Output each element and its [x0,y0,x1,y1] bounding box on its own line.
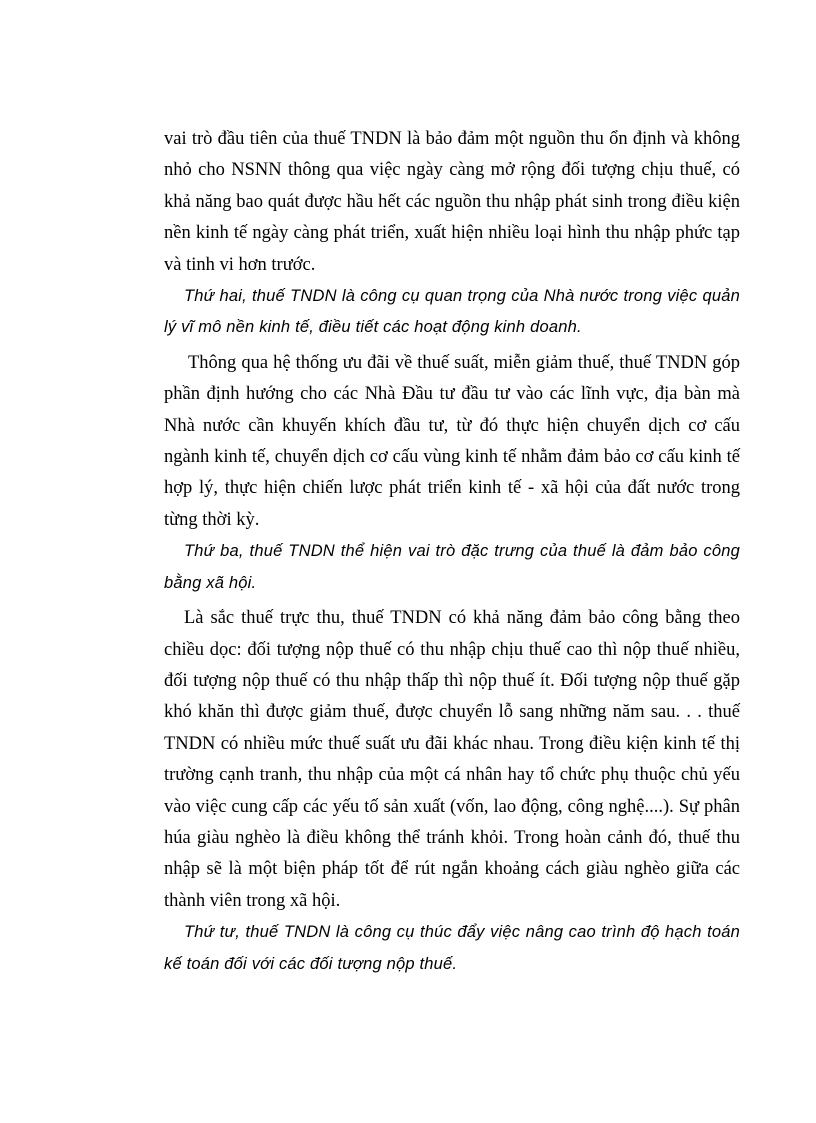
paragraph-4-heading: Thứ ba, thuế TNDN thể hiện vai trò đặc trưng của thuế là đảm bảo công bằng xã hội. [164,542,740,592]
paragraph-1: vai trò đầu tiên của thuế TNDN là bảo đảm một nguồn thu ổn định và không nhỏ cho NSNN thông qua việc ngày càng mở rộng đối tượng chịu thuế, có khả năng bao quát được hầu hết các nguồn thu nhập phát sinh trong điều kiện nền kinh tế ngày càng phát triển, xuất hiện nhiều loại hình thu nhập phức tạp và tinh vi hơn trước. [164,129,740,275]
paragraph-5: Là sắc thuế trực thu, thuế TNDN có khả năng đảm bảo công bằng theo chiều dọc: đối tượng nộp thuế có thu nhập chịu thuế cao thì nộp thuế nhiều, đối tượng nộp thuế có thu nhập thấp thì nộp thuế ít. Đối tượng nộp thuế gặp khó khăn thì được giảm thuế, được chuyển lỗ sang những năm sau. . . thuế TNDN có nhiều mức thuế suất ưu đãi khác nhau. Trong điều kiện kinh tế thị trường cạnh tranh, thu nhập của một cá nhân hay tổ chức phụ thuộc chủ yếu vào việc cung cấp các yếu tố sản xuất (vốn, lao động, công nghệ....). Sự phân húa giàu nghèo là điều không thể tránh khỏi. Trong hoàn cảnh đó, thuế thu nhập sẽ là một biện pháp tốt để rút ngắn khoảng cách giàu nghèo giữa các thành viên trong xã hội. [164,608,740,911]
paragraph-3: Thông qua hệ thống ưu đãi về thuế suất, miễn giảm thuế, thuế TNDN góp phần định hướng cho các Nhà Đầu tư đầu tư vào các lĩnh vực, địa bàn mà Nhà nước cần khuyến khích đầu tư, từ đó thực hiện chuyển dịch cơ cấu ngành kinh tế, chuyển dịch cơ cấu vùng kinh tế nhằm đảm bảo cơ cấu kinh tế hợp lý, thực hiện chiến lược phát triển kinh tế - xã hội của đất nước trong từng thời kỳ. [164,352,740,530]
paragraph-6-heading: Thứ tư, thuế TNDN là công cụ thúc đẩy việc nâng cao trình độ hạch toán kế toán đối với các đối tượng nộp thuế. [164,923,740,973]
paragraph-2-heading: Thứ hai, thuế TNDN là công cụ quan trọng của Nhà nước trong việc quản lý vĩ mô nền kinh tế, điều tiết các hoạt động kinh doanh. [164,287,740,337]
